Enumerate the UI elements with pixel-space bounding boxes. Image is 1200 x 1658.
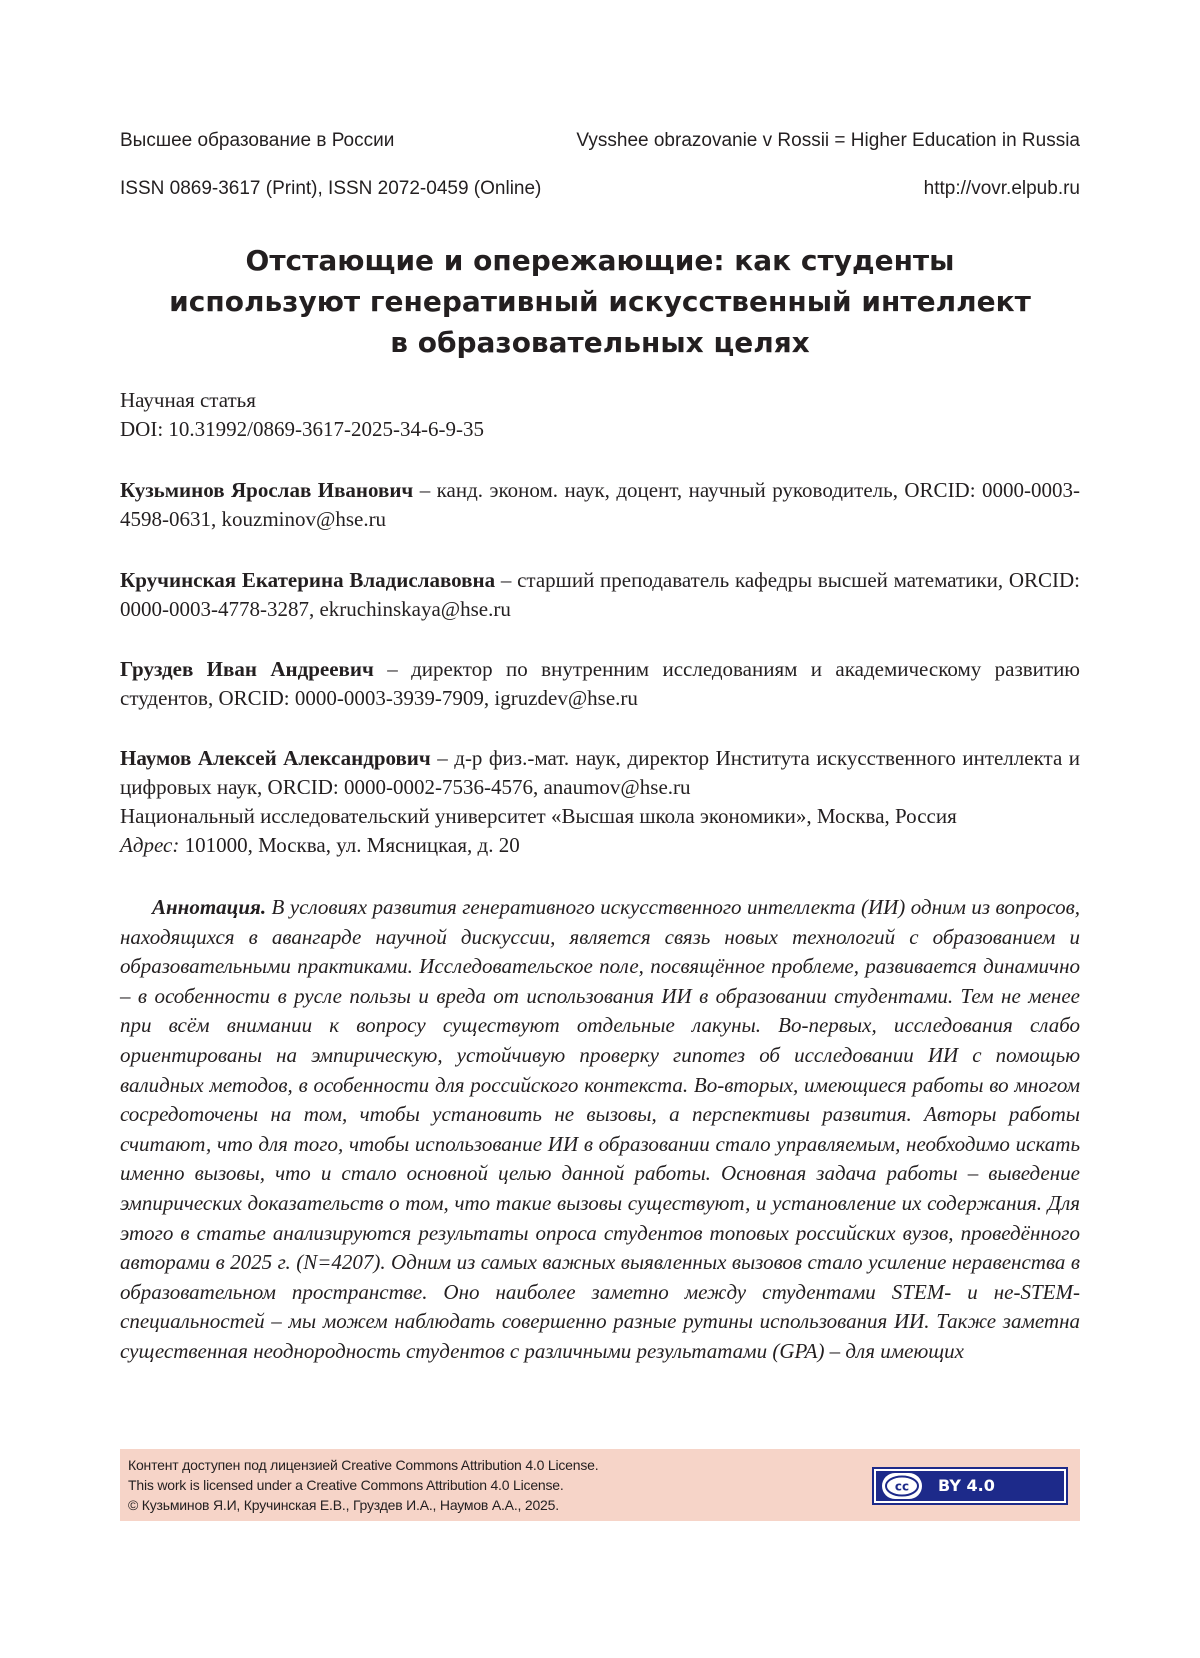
cc-by-badge[interactable] bbox=[872, 1467, 1068, 1505]
address-value: 101000, Москва, ул. Мясницкая, д. 20 bbox=[179, 833, 520, 857]
article-title-line: используют генеративный искусственный интеллект bbox=[169, 285, 1031, 318]
license-line-ru: Контент доступен под лицензией Creative Commons Attribution 4.0 License. bbox=[128, 1457, 599, 1473]
article-title-line: в образовательных целях bbox=[390, 326, 810, 359]
creative-commons-icon bbox=[882, 1473, 922, 1499]
cc-badge-label: BY 4.0 bbox=[938, 1476, 995, 1495]
journal-url[interactable]: http://vovr.elpub.ru bbox=[923, 178, 1080, 199]
author-name: Наумов Алексей Александрович bbox=[120, 746, 431, 770]
author-entry bbox=[120, 476, 1080, 534]
journal-title-en: Vysshee obrazovanie v Rossii = Higher Education in Russia bbox=[576, 130, 1080, 151]
author-entry bbox=[120, 566, 1080, 624]
author-details: – канд. эконом. наук, доцент, научный руководитель, ORCID: 0000-0003-4598-0631, kouzminov@hse.ru bbox=[120, 478, 1080, 531]
abstract-text: В условиях развития генеративного искусственного интеллекта (ИИ) одним из вопросов, находящихся в авангарде научной дискуссии, является связь новых технологий с образованием и образовательными практиками. Исследовательское поле, посвящённое проблеме, развивается динамично – в особенности в русле пользы и вреда от использования ИИ в образовании студентами. Тем не менее при всём внимании к вопросу существуют отдельные лакуны. Во-первых, исследования слабо ориентированы на эмпирическую, устойчивую проверку гипотез об исследовании ИИ с помощью валидных методов, в особенности для российского контекста. Во-вторых, имеющиеся работы во многом сосредоточены на том, чтобы установить не вызовы, а перспективы развития. Авторы работы считают, что для того, чтобы использование ИИ в образовании стало управляемым, необходимо искать именно вызовы, что и стало основной целью данной работы. Основная задача работы – выведение эмпирических доказательств о том, что такие вызовы существуют, и установление их содержания. Для этого в статье анализируются результаты опроса студентов топовых российских вузов, проведённого авторами в 2025 г. (N=4207). Одним из самых важных выявленных вызовов стало усиление неравенства в образовательном пространстве. Оно наиболее заметно между студентами STEM- и не-STEM-специальностей – мы можем наблюдать совершенно разные рутины использования ИИ. Также заметна существенная неоднородность студентов с различными результатами (GPA) – для имеющих bbox=[120, 895, 1080, 1363]
address-label: Адрес: bbox=[120, 833, 180, 857]
article-meta bbox=[120, 386, 1080, 444]
author-name: Кузьминов Ярослав Иванович bbox=[120, 478, 414, 502]
cc-logo-text: cc bbox=[894, 1479, 910, 1494]
author-name: Груздев Иван Андреевич bbox=[120, 657, 374, 681]
article-doi[interactable]: DOI: 10.31992/0869-3617-2025-34-6-9-35 bbox=[120, 417, 484, 441]
article-title bbox=[120, 240, 1080, 363]
author-entry bbox=[120, 744, 1080, 802]
author-details: – директор по внутренним исследованиям и академическому развитию студентов, ORCID: 0000-0003-3939-7909, igruzdev@hse.ru bbox=[120, 657, 1080, 710]
license-line-en: This work is licensed under a Creative Commons Attribution 4.0 License. bbox=[128, 1477, 564, 1493]
affiliation bbox=[120, 802, 1080, 860]
abstract-label: Аннотация. bbox=[152, 895, 267, 919]
author-details: – д-р физ.-мат. наук, директор Института искусственного интеллекта и цифровых наук, ORCID: 0000-0002-7536-4576, anaumov@hse.ru bbox=[120, 746, 1081, 799]
article-title-line: Отстающие и опережающие: как студенты bbox=[245, 244, 955, 277]
author-entry bbox=[120, 655, 1080, 713]
cc-badge-inner bbox=[876, 1471, 1064, 1501]
license-box bbox=[120, 1449, 1080, 1521]
abstract bbox=[120, 893, 1080, 1367]
journal-title-ru: Высшее образование в России bbox=[120, 130, 395, 151]
affiliation-address bbox=[120, 831, 1080, 860]
affiliation-university: Национальный исследовательский университет «Высшая школа экономики», Москва, Россия bbox=[120, 804, 957, 828]
article-type: Научная статья bbox=[120, 388, 256, 412]
license-text bbox=[128, 1455, 598, 1515]
author-details: – старший преподаватель кафедры высшей математики, ORCID: 0000-0003-4778-3287, ekruchinskaya@hse.ru bbox=[120, 568, 1081, 621]
copyright-line: © Кузьминов Я.И, Кручинская Е.В., Груздев И.А., Наумов А.А., 2025. bbox=[128, 1497, 559, 1513]
author-name: Кручинская Екатерина Владиславовна bbox=[120, 568, 496, 592]
journal-issn: ISSN 0869-3617 (Print), ISSN 2072-0459 (Online) bbox=[120, 178, 542, 199]
